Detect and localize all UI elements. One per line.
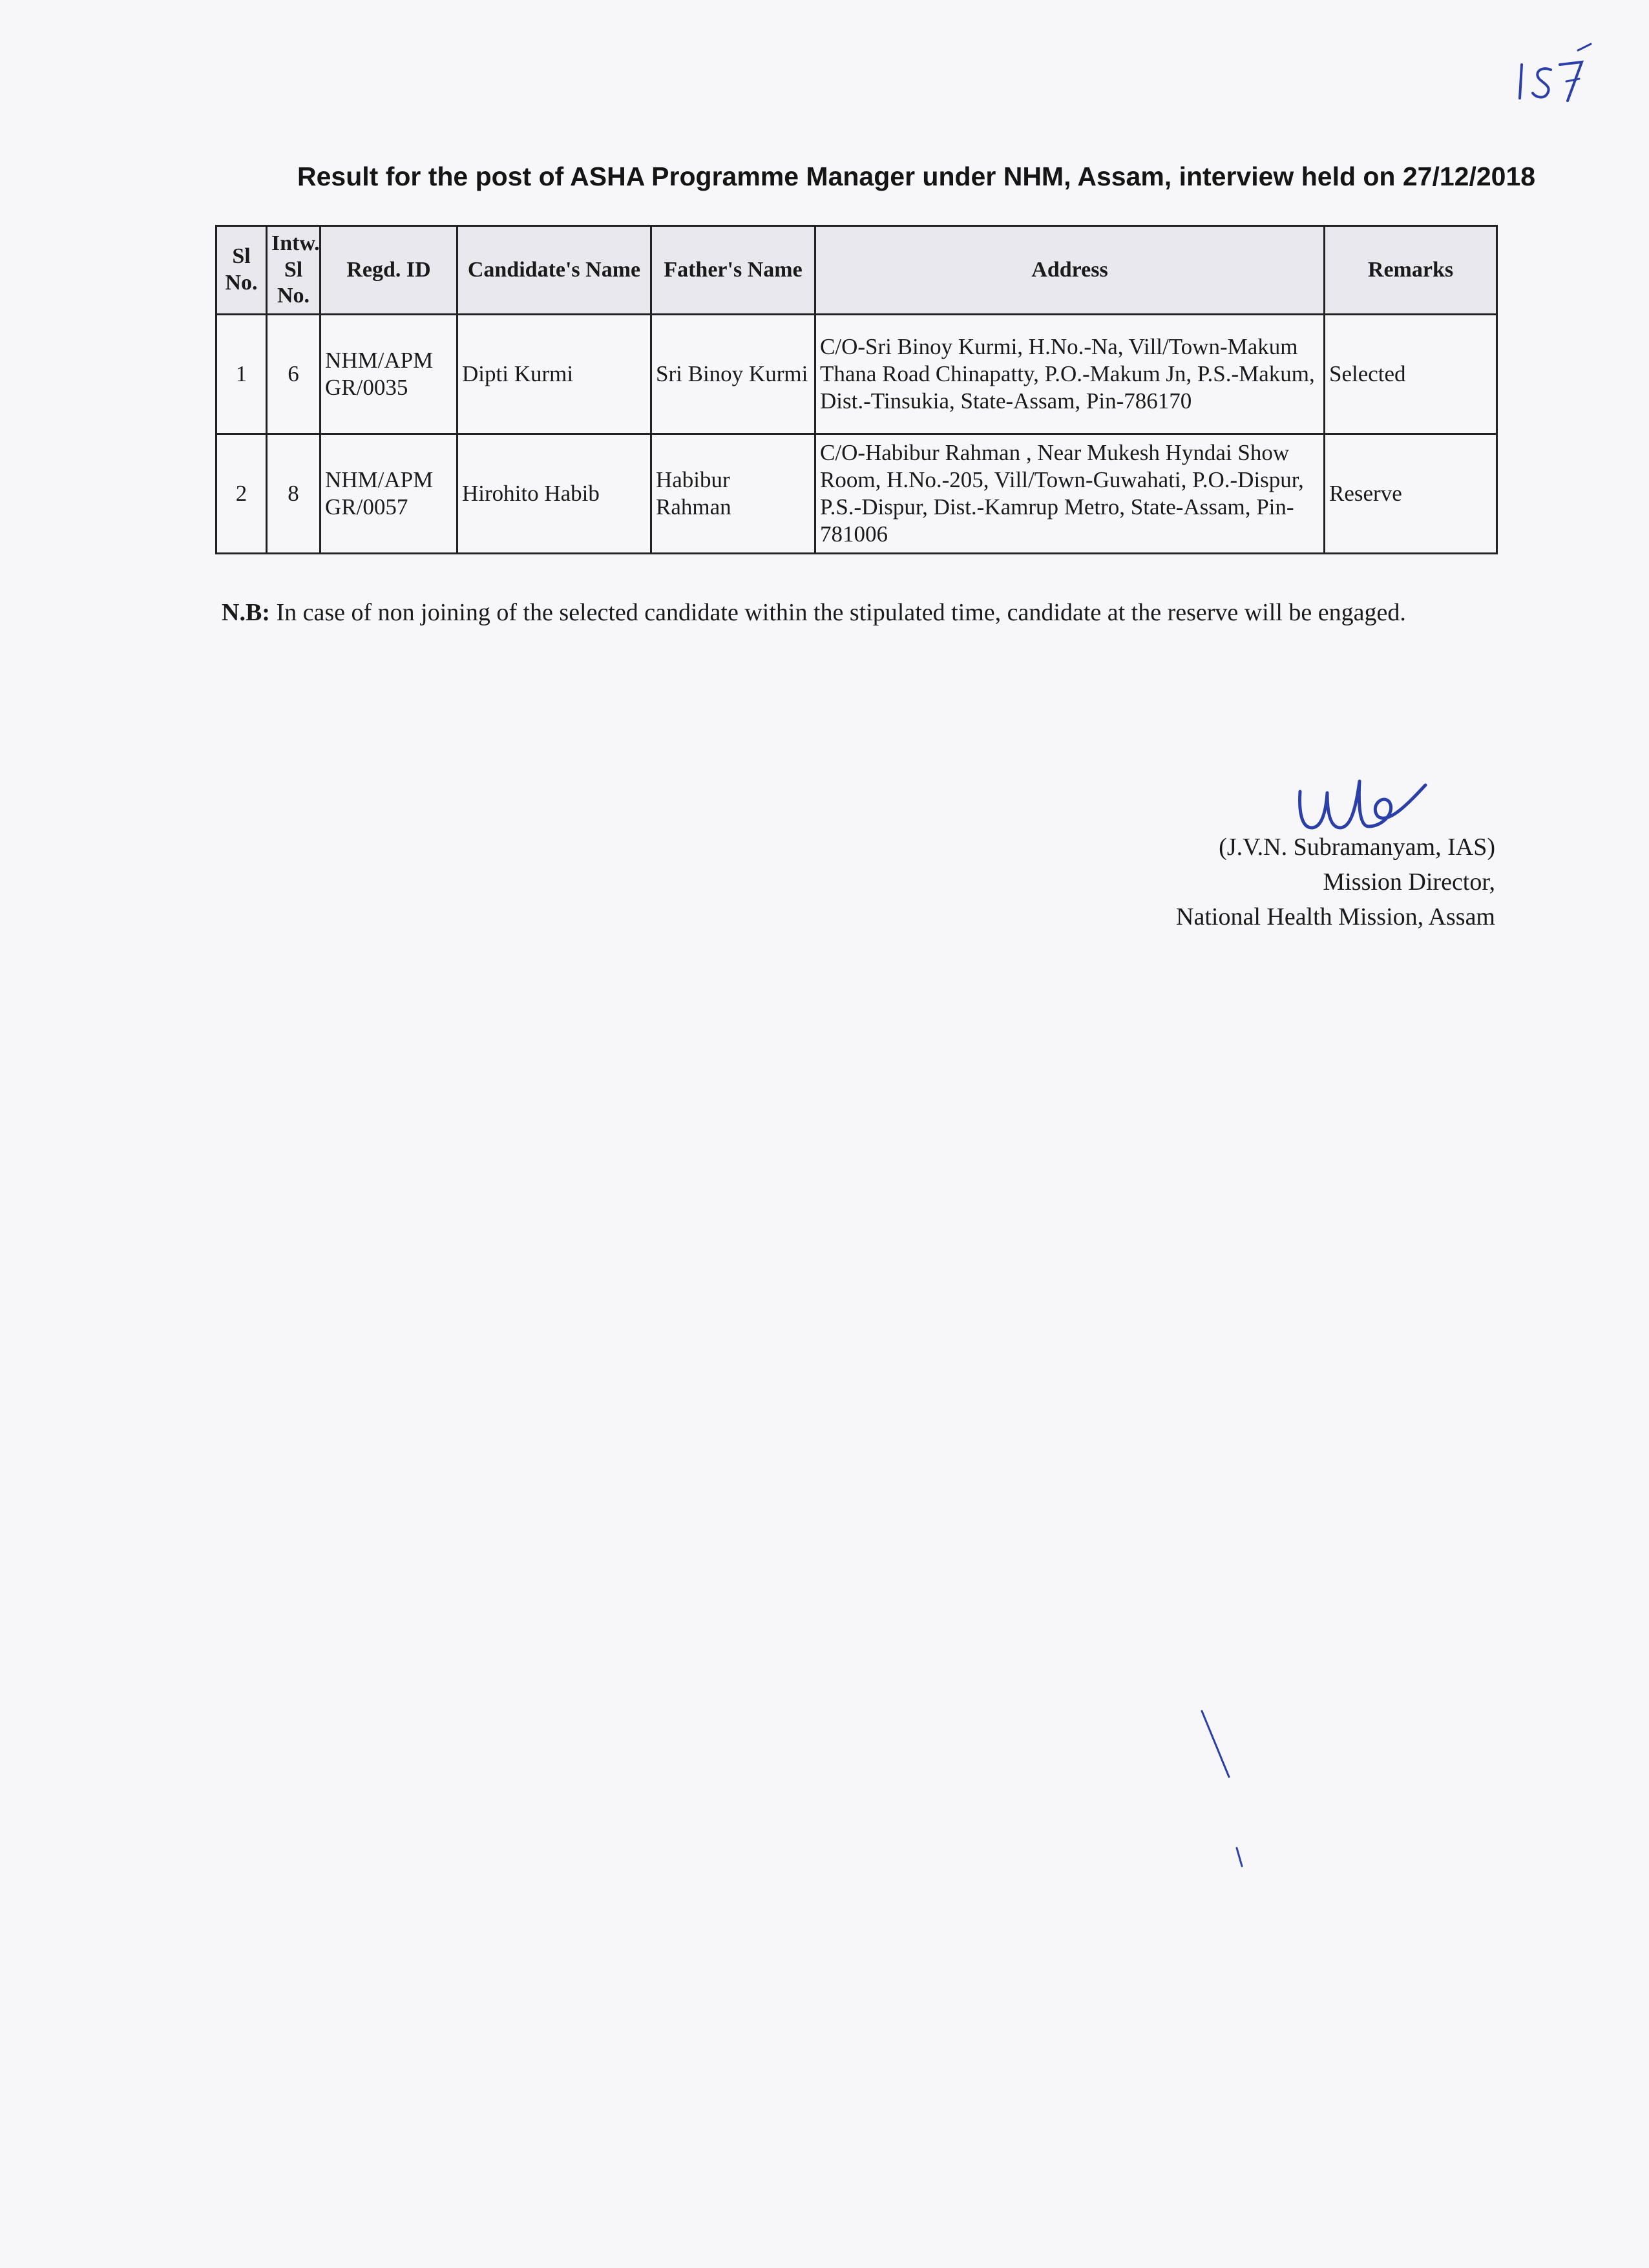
signatory-name: (J.V.N. Subramanyam, IAS)	[1219, 834, 1495, 861]
header-regd-id: Regd. ID	[320, 226, 457, 315]
cell-candidate-name: Dipti Kurmi	[457, 315, 651, 434]
cell-regd-id: NHM/APM GR/0035	[320, 315, 457, 434]
handwritten-page-number	[1506, 39, 1602, 110]
note-label: N.B:	[222, 599, 270, 626]
cell-father-name: Habibur Rahman	[651, 434, 815, 554]
header-sl-no: Sl No.	[216, 226, 267, 315]
cell-address: C/O-Habibur Rahman , Near Mukesh Hyndai Show Room, H.No.-205, Vill/Town-Guwahati, P.O.-Dispur, P.S.-Dispur, Dist.-Kamrup Metro, State-Assam, Pin-781006	[815, 434, 1325, 554]
table-row	[216, 315, 1497, 434]
cell-remarks: Reserve	[1325, 434, 1497, 554]
cell-intw-sl-no: 6	[267, 315, 320, 434]
header-remarks: Remarks	[1325, 226, 1497, 315]
cell-sl-no: 1	[216, 315, 267, 434]
table-header-row	[216, 226, 1497, 315]
header-candidate-name: Candidate's Name	[457, 226, 651, 315]
result-table	[215, 225, 1498, 554]
cell-regd-id: NHM/APM GR/0057	[320, 434, 457, 554]
signatory-organization: National Health Mission, Assam	[1176, 903, 1495, 930]
stray-pen-mark	[1195, 1706, 1247, 1887]
document-title: Result for the post of ASHA Programme Manager under NHM, Assam, interview held on 27/12/2018	[297, 162, 1536, 191]
table-row	[216, 434, 1497, 554]
signatory-designation: Mission Director,	[1323, 868, 1495, 896]
header-address: Address	[815, 226, 1325, 315]
cell-intw-sl-no: 8	[267, 434, 320, 554]
cell-remarks: Selected	[1325, 315, 1497, 434]
note-text: In case of non joining of the selected candidate within the stipulated time, candidate at the reserve will be engaged.	[276, 599, 1406, 626]
header-father-name: Father's Name	[651, 226, 815, 315]
cell-sl-no: 2	[216, 434, 267, 554]
note-paragraph	[222, 593, 1436, 633]
cell-father-name: Sri Binoy Kurmi	[651, 315, 815, 434]
cell-address: C/O-Sri Binoy Kurmi, H.No.-Na, Vill/Town-Makum Thana Road Chinapatty, P.O.-Makum Jn, P.S.-Makum, Dist.-Tinsukia, State-Assam, Pin-786170	[815, 315, 1325, 434]
signatory-block	[1176, 830, 1495, 935]
header-intw-sl-no: Intw. Sl No.	[267, 226, 320, 315]
cell-candidate-name: Hirohito Habib	[457, 434, 651, 554]
